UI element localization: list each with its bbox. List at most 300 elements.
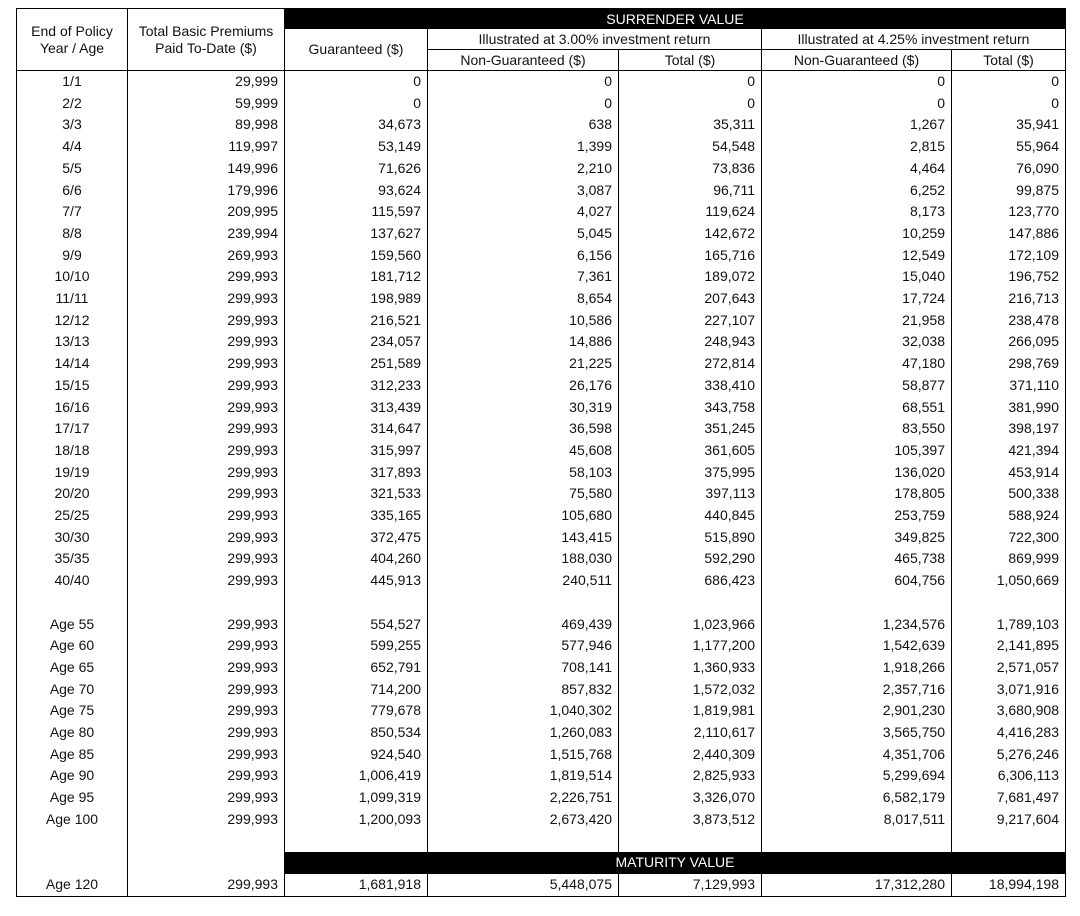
header-guaranteed: Guaranteed ($): [285, 29, 428, 71]
cell-guaranteed: 137,627: [285, 223, 428, 245]
cell-year-age: Age 75: [17, 700, 128, 722]
cell-total-3-percent: 7,129,993: [619, 874, 762, 896]
spacer-row: [17, 592, 1066, 614]
table-row: [17, 288, 1066, 310]
cell-total-4-25-percent: 1,050,669: [952, 570, 1066, 592]
cell-guaranteed: 714,200: [285, 679, 428, 701]
cell-non-guaranteed-3-percent: 21,225: [428, 353, 619, 375]
cell-year-age: Age 70: [17, 679, 128, 701]
cell-premiums-paid: 209,995: [128, 201, 285, 223]
cell-non-guaranteed-4-25-percent: 15,040: [762, 266, 952, 288]
cell-non-guaranteed-3-percent: 1,040,302: [428, 700, 619, 722]
cell-total-4-25-percent: 196,752: [952, 266, 1066, 288]
cell-total-4-25-percent: 7,681,497: [952, 787, 1066, 809]
cell-year-age: 35/35: [17, 548, 128, 570]
header-surrender-value: SURRENDER VALUE: [285, 9, 1066, 30]
cell-premiums-paid: 299,993: [128, 679, 285, 701]
cell-total-3-percent: 96,711: [619, 180, 762, 202]
cell-non-guaranteed-3-percent: 1,260,083: [428, 722, 619, 744]
cell-guaranteed: 315,997: [285, 440, 428, 462]
cell-premiums-paid: 119,997: [128, 136, 285, 158]
table-row: [17, 223, 1066, 245]
cell-total-4-25-percent: 0: [952, 71, 1066, 93]
cell-guaranteed: 93,624: [285, 180, 428, 202]
cell-guaranteed: 652,791: [285, 657, 428, 679]
cell-total-4-25-percent: 238,478: [952, 310, 1066, 332]
cell-premiums-paid: 89,998: [128, 114, 285, 136]
cell-year-age: Age 85: [17, 744, 128, 766]
cell-non-guaranteed-3-percent: 2,673,420: [428, 809, 619, 831]
cell-year-age: Age 95: [17, 787, 128, 809]
cell-total-4-25-percent: 869,999: [952, 548, 1066, 570]
cell-non-guaranteed-4-25-percent: 5,299,694: [762, 765, 952, 787]
cell-non-guaranteed-4-25-percent: 105,397: [762, 440, 952, 462]
gap-row-group: [17, 592, 1066, 614]
table-row: [17, 744, 1066, 766]
age-rows: [17, 614, 1066, 831]
cell-non-guaranteed-4-25-percent: 349,825: [762, 527, 952, 549]
cell-year-age: 15/15: [17, 375, 128, 397]
cell-total-4-25-percent: 500,338: [952, 483, 1066, 505]
cell-non-guaranteed-4-25-percent: 136,020: [762, 462, 952, 484]
cell-non-guaranteed-3-percent: 708,141: [428, 657, 619, 679]
cell-premiums-paid: 299,993: [128, 874, 285, 896]
cell-total-4-25-percent: 453,914: [952, 462, 1066, 484]
cell-non-guaranteed-4-25-percent: 17,312,280: [762, 874, 952, 896]
cell-premiums-paid: 299,993: [128, 787, 285, 809]
cell-non-guaranteed-3-percent: 75,580: [428, 483, 619, 505]
cell-guaranteed: 312,233: [285, 375, 428, 397]
cell-non-guaranteed-3-percent: 7,361: [428, 266, 619, 288]
benefit-illustration-table-container: [16, 8, 1065, 897]
cell-non-guaranteed-3-percent: 1,399: [428, 136, 619, 158]
cell-total-4-25-percent: 55,964: [952, 136, 1066, 158]
cell-premiums-paid: 299,993: [128, 657, 285, 679]
table-row: [17, 158, 1066, 180]
cell-premiums-paid: 299,993: [128, 418, 285, 440]
cell-premiums-paid: 269,993: [128, 245, 285, 267]
cell-premiums-paid: 59,999: [128, 93, 285, 115]
cell-total-4-25-percent: 398,197: [952, 418, 1066, 440]
cell-premiums-paid: 299,993: [128, 635, 285, 657]
cell-non-guaranteed-4-25-percent: 83,550: [762, 418, 952, 440]
cell-non-guaranteed-3-percent: 2,226,751: [428, 787, 619, 809]
cell-total-3-percent: 272,814: [619, 353, 762, 375]
cell-non-guaranteed-4-25-percent: 253,759: [762, 505, 952, 527]
cell-total-3-percent: 375,995: [619, 462, 762, 484]
cell-premiums-paid: 299,993: [128, 440, 285, 462]
cell-non-guaranteed-4-25-percent: 178,805: [762, 483, 952, 505]
header-maturity-value: MATURITY VALUE: [285, 852, 1066, 874]
cell-guaranteed: 34,673: [285, 114, 428, 136]
cell-guaranteed: 71,626: [285, 158, 428, 180]
cell-guaranteed: 53,149: [285, 136, 428, 158]
cell-total-4-25-percent: 76,090: [952, 158, 1066, 180]
cell-total-3-percent: 440,845: [619, 505, 762, 527]
cell-premiums-paid: 299,993: [128, 809, 285, 831]
cell-non-guaranteed-4-25-percent: 6,252: [762, 180, 952, 202]
cell-year-age: 40/40: [17, 570, 128, 592]
cell-total-3-percent: 2,110,617: [619, 722, 762, 744]
cell-premiums-paid: 299,993: [128, 462, 285, 484]
cell-year-age: 19/19: [17, 462, 128, 484]
cell-guaranteed: 404,260: [285, 548, 428, 570]
cell-non-guaranteed-4-25-percent: 68,551: [762, 397, 952, 419]
cell-non-guaranteed-4-25-percent: 21,958: [762, 310, 952, 332]
cell-non-guaranteed-4-25-percent: 8,173: [762, 201, 952, 223]
table-row: [17, 114, 1066, 136]
cell-guaranteed: 0: [285, 71, 428, 93]
cell-non-guaranteed-4-25-percent: 3,565,750: [762, 722, 952, 744]
maturity-value-header-row: [17, 852, 1066, 874]
cell-year-age: Age 80: [17, 722, 128, 744]
cell-non-guaranteed-3-percent: 4,027: [428, 201, 619, 223]
cell-total-3-percent: 0: [619, 93, 762, 115]
header-policy-year-age: End of Policy Year / Age: [17, 9, 128, 71]
cell-total-3-percent: 338,410: [619, 375, 762, 397]
cell-year-age: 2/2: [17, 93, 128, 115]
cell-total-4-25-percent: 3,071,916: [952, 679, 1066, 701]
cell-premiums-paid: 299,993: [128, 570, 285, 592]
table-row: [17, 201, 1066, 223]
cell-year-age: 30/30: [17, 527, 128, 549]
maturity-section: [17, 831, 1066, 897]
cell-total-4-25-percent: 2,141,895: [952, 635, 1066, 657]
cell-guaranteed: 372,475: [285, 527, 428, 549]
cell-year-age: 17/17: [17, 418, 128, 440]
cell-premiums-paid: 299,993: [128, 700, 285, 722]
table-row: [17, 93, 1066, 115]
cell-non-guaranteed-3-percent: 1,819,514: [428, 765, 619, 787]
cell-non-guaranteed-4-25-percent: 1,542,639: [762, 635, 952, 657]
cell-non-guaranteed-3-percent: 857,832: [428, 679, 619, 701]
cell-year-age: 11/11: [17, 288, 128, 310]
cell-premiums-paid: 299,993: [128, 331, 285, 353]
cell-guaranteed: 234,057: [285, 331, 428, 353]
cell-year-age: 5/5: [17, 158, 128, 180]
cell-guaranteed: 445,913: [285, 570, 428, 592]
cell-total-4-25-percent: 123,770: [952, 201, 1066, 223]
cell-total-4-25-percent: 147,886: [952, 223, 1066, 245]
cell-non-guaranteed-4-25-percent: 2,357,716: [762, 679, 952, 701]
cell-premiums-paid: 239,994: [128, 223, 285, 245]
cell-total-4-25-percent: 5,276,246: [952, 744, 1066, 766]
cell-guaranteed: 181,712: [285, 266, 428, 288]
cell-total-3-percent: 1,177,200: [619, 635, 762, 657]
cell-total-3-percent: 515,890: [619, 527, 762, 549]
table-row: [17, 483, 1066, 505]
cell-year-age: 16/16: [17, 397, 128, 419]
cell-total-4-25-percent: 6,306,113: [952, 765, 1066, 787]
cell-total-3-percent: 142,672: [619, 223, 762, 245]
cell-total-3-percent: 2,825,933: [619, 765, 762, 787]
cell-total-4-25-percent: 588,924: [952, 505, 1066, 527]
table-row: [17, 548, 1066, 570]
table-row: [17, 462, 1066, 484]
cell-year-age: 20/20: [17, 483, 128, 505]
cell-non-guaranteed-4-25-percent: 2,901,230: [762, 700, 952, 722]
cell-total-4-25-percent: 1,789,103: [952, 614, 1066, 636]
cell-total-3-percent: 397,113: [619, 483, 762, 505]
cell-total-3-percent: 165,716: [619, 245, 762, 267]
cell-total-4-25-percent: 421,394: [952, 440, 1066, 462]
cell-non-guaranteed-4-25-percent: 4,464: [762, 158, 952, 180]
table-row: [17, 440, 1066, 462]
cell-total-4-25-percent: 18,994,198: [952, 874, 1066, 896]
cell-guaranteed: 0: [285, 93, 428, 115]
cell-non-guaranteed-4-25-percent: 465,738: [762, 548, 952, 570]
cell-total-4-25-percent: 35,941: [952, 114, 1066, 136]
cell-year-age: 1/1: [17, 71, 128, 93]
cell-total-4-25-percent: 216,713: [952, 288, 1066, 310]
cell-non-guaranteed-3-percent: 577,946: [428, 635, 619, 657]
cell-non-guaranteed-4-25-percent: 1,267: [762, 114, 952, 136]
spacer-row: [17, 831, 1066, 853]
cell-total-3-percent: 3,873,512: [619, 809, 762, 831]
cell-non-guaranteed-3-percent: 0: [428, 71, 619, 93]
cell-guaranteed: 159,560: [285, 245, 428, 267]
cell-non-guaranteed-4-25-percent: 12,549: [762, 245, 952, 267]
cell-non-guaranteed-3-percent: 240,511: [428, 570, 619, 592]
cell-total-4-25-percent: 4,416,283: [952, 722, 1066, 744]
cell-year-age: Age 65: [17, 657, 128, 679]
cell-non-guaranteed-3-percent: 188,030: [428, 548, 619, 570]
cell-non-guaranteed-3-percent: 36,598: [428, 418, 619, 440]
cell-total-3-percent: 1,023,966: [619, 614, 762, 636]
cell-year-age: 8/8: [17, 223, 128, 245]
cell-total-4-25-percent: 381,990: [952, 397, 1066, 419]
cell-guaranteed: 317,893: [285, 462, 428, 484]
policy-year-rows: [17, 71, 1066, 592]
cell-total-4-25-percent: 99,875: [952, 180, 1066, 202]
cell-non-guaranteed-3-percent: 5,045: [428, 223, 619, 245]
cell-year-age: Age 60: [17, 635, 128, 657]
cell-guaranteed: 850,534: [285, 722, 428, 744]
cell-premiums-paid: 299,993: [128, 483, 285, 505]
cell-non-guaranteed-4-25-percent: 4,351,706: [762, 744, 952, 766]
table-row: [17, 657, 1066, 679]
cell-year-age: Age 120: [17, 874, 128, 896]
cell-non-guaranteed-3-percent: 8,654: [428, 288, 619, 310]
cell-year-age: 25/25: [17, 505, 128, 527]
cell-non-guaranteed-3-percent: 10,586: [428, 310, 619, 332]
cell-guaranteed: 599,255: [285, 635, 428, 657]
cell-total-3-percent: 189,072: [619, 266, 762, 288]
cell-year-age: 7/7: [17, 201, 128, 223]
cell-non-guaranteed-3-percent: 26,176: [428, 375, 619, 397]
table-row: [17, 180, 1066, 202]
cell-year-age: 14/14: [17, 353, 128, 375]
table-row: [17, 700, 1066, 722]
table-row: [17, 353, 1066, 375]
cell-year-age: 13/13: [17, 331, 128, 353]
cell-non-guaranteed-3-percent: 2,210: [428, 158, 619, 180]
cell-premiums-paid: 149,996: [128, 158, 285, 180]
table-row: [17, 809, 1066, 831]
cell-guaranteed: 1,681,918: [285, 874, 428, 896]
header-non-guaranteed-3-percent: Non-Guaranteed ($): [428, 50, 619, 71]
cell-non-guaranteed-3-percent: 58,103: [428, 462, 619, 484]
cell-premiums-paid: 299,993: [128, 614, 285, 636]
cell-non-guaranteed-4-25-percent: 604,756: [762, 570, 952, 592]
cell-premiums-paid: 299,993: [128, 266, 285, 288]
cell-total-3-percent: 3,326,070: [619, 787, 762, 809]
cell-year-age: 9/9: [17, 245, 128, 267]
cell-guaranteed: 1,200,093: [285, 809, 428, 831]
cell-non-guaranteed-4-25-percent: 8,017,511: [762, 809, 952, 831]
cell-guaranteed: 554,527: [285, 614, 428, 636]
cell-non-guaranteed-3-percent: 3,087: [428, 180, 619, 202]
cell-premiums-paid: 299,993: [128, 397, 285, 419]
cell-total-3-percent: 0: [619, 71, 762, 93]
table-row: [17, 765, 1066, 787]
cell-premiums-paid: 299,993: [128, 310, 285, 332]
cell-guaranteed: 1,099,319: [285, 787, 428, 809]
cell-non-guaranteed-4-25-percent: 58,877: [762, 375, 952, 397]
cell-total-3-percent: 343,758: [619, 397, 762, 419]
cell-guaranteed: 779,678: [285, 700, 428, 722]
cell-year-age: 6/6: [17, 180, 128, 202]
cell-premiums-paid: 29,999: [128, 71, 285, 93]
cell-non-guaranteed-3-percent: 6,156: [428, 245, 619, 267]
cell-year-age: 3/3: [17, 114, 128, 136]
cell-year-age: 18/18: [17, 440, 128, 462]
cell-premiums-paid: 179,996: [128, 180, 285, 202]
cell-total-4-25-percent: 172,109: [952, 245, 1066, 267]
header-illustrated-4-25-percent: Illustrated at 4.25% investment return: [762, 29, 1066, 50]
cell-total-4-25-percent: 9,217,604: [952, 809, 1066, 831]
cell-year-age: Age 90: [17, 765, 128, 787]
cell-premiums-paid: 299,993: [128, 765, 285, 787]
cell-year-age: Age 55: [17, 614, 128, 636]
cell-total-3-percent: 1,360,933: [619, 657, 762, 679]
cell-non-guaranteed-3-percent: 105,680: [428, 505, 619, 527]
cell-non-guaranteed-4-25-percent: 2,815: [762, 136, 952, 158]
cell-non-guaranteed-4-25-percent: 10,259: [762, 223, 952, 245]
cell-non-guaranteed-3-percent: 30,319: [428, 397, 619, 419]
cell-guaranteed: 321,533: [285, 483, 428, 505]
cell-total-4-25-percent: 722,300: [952, 527, 1066, 549]
cell-guaranteed: 1,006,419: [285, 765, 428, 787]
header-total-3-percent: Total ($): [619, 50, 762, 71]
cell-premiums-paid: 299,993: [128, 353, 285, 375]
table-row: [17, 679, 1066, 701]
table-row: [17, 635, 1066, 657]
table-row: [17, 266, 1066, 288]
cell-total-3-percent: 592,290: [619, 548, 762, 570]
cell-total-3-percent: 207,643: [619, 288, 762, 310]
table-row: [17, 136, 1066, 158]
cell-total-4-25-percent: 0: [952, 93, 1066, 115]
table-row: [17, 331, 1066, 353]
cell-non-guaranteed-4-25-percent: 32,038: [762, 331, 952, 353]
cell-year-age: Age 100: [17, 809, 128, 831]
cell-premiums-paid: 299,993: [128, 744, 285, 766]
cell-non-guaranteed-3-percent: 469,439: [428, 614, 619, 636]
cell-total-3-percent: 248,943: [619, 331, 762, 353]
table-row: [17, 71, 1066, 93]
cell-non-guaranteed-3-percent: 0: [428, 93, 619, 115]
table-row: [17, 418, 1066, 440]
cell-non-guaranteed-4-25-percent: 6,582,179: [762, 787, 952, 809]
cell-total-4-25-percent: 298,769: [952, 353, 1066, 375]
cell-non-guaranteed-4-25-percent: 47,180: [762, 353, 952, 375]
cell-total-3-percent: 227,107: [619, 310, 762, 332]
cell-year-age: 4/4: [17, 136, 128, 158]
cell-year-age: 12/12: [17, 310, 128, 332]
cell-year-age: 10/10: [17, 266, 128, 288]
header-total-premiums: Total Basic Premiums Paid To-Date ($): [128, 9, 285, 71]
table-row: [17, 722, 1066, 744]
cell-non-guaranteed-3-percent: 638: [428, 114, 619, 136]
cell-non-guaranteed-3-percent: 5,448,075: [428, 874, 619, 896]
cell-guaranteed: 198,989: [285, 288, 428, 310]
cell-non-guaranteed-3-percent: 143,415: [428, 527, 619, 549]
cell-total-3-percent: 119,624: [619, 201, 762, 223]
cell-total-3-percent: 54,548: [619, 136, 762, 158]
cell-guaranteed: 216,521: [285, 310, 428, 332]
cell-non-guaranteed-3-percent: 45,608: [428, 440, 619, 462]
table-row: [17, 397, 1066, 419]
cell-non-guaranteed-4-25-percent: 0: [762, 93, 952, 115]
cell-total-3-percent: 1,572,032: [619, 679, 762, 701]
cell-total-3-percent: 73,836: [619, 158, 762, 180]
cell-non-guaranteed-4-25-percent: 1,918,266: [762, 657, 952, 679]
benefit-illustration-table: [16, 8, 1066, 897]
cell-guaranteed: 313,439: [285, 397, 428, 419]
table-row: [17, 787, 1066, 809]
cell-total-4-25-percent: 266,095: [952, 331, 1066, 353]
cell-premiums-paid: 299,993: [128, 288, 285, 310]
table-row: [17, 505, 1066, 527]
table-row: [17, 245, 1066, 267]
header-non-guaranteed-4-25-percent: Non-Guaranteed ($): [762, 50, 952, 71]
table-row: [17, 614, 1066, 636]
header-illustrated-3-percent: Illustrated at 3.00% investment return: [428, 29, 762, 50]
cell-guaranteed: 115,597: [285, 201, 428, 223]
cell-non-guaranteed-4-25-percent: 0: [762, 71, 952, 93]
cell-non-guaranteed-4-25-percent: 17,724: [762, 288, 952, 310]
table-row: [17, 375, 1066, 397]
maturity-row: [17, 874, 1066, 896]
table-row: [17, 570, 1066, 592]
cell-guaranteed: 251,589: [285, 353, 428, 375]
cell-total-4-25-percent: 371,110: [952, 375, 1066, 397]
cell-total-3-percent: 686,423: [619, 570, 762, 592]
cell-premiums-paid: 299,993: [128, 375, 285, 397]
cell-total-3-percent: 361,605: [619, 440, 762, 462]
cell-non-guaranteed-4-25-percent: 1,234,576: [762, 614, 952, 636]
table-row: [17, 310, 1066, 332]
table-row: [17, 527, 1066, 549]
cell-premiums-paid: 299,993: [128, 722, 285, 744]
header-total-4-25-percent: Total ($): [952, 50, 1066, 71]
cell-guaranteed: 924,540: [285, 744, 428, 766]
cell-total-3-percent: 35,311: [619, 114, 762, 136]
cell-premiums-paid: 299,993: [128, 527, 285, 549]
cell-guaranteed: 335,165: [285, 505, 428, 527]
cell-total-4-25-percent: 2,571,057: [952, 657, 1066, 679]
cell-guaranteed: 314,647: [285, 418, 428, 440]
cell-total-3-percent: 351,245: [619, 418, 762, 440]
cell-total-3-percent: 2,440,309: [619, 744, 762, 766]
cell-non-guaranteed-3-percent: 1,515,768: [428, 744, 619, 766]
cell-total-4-25-percent: 3,680,908: [952, 700, 1066, 722]
cell-total-3-percent: 1,819,981: [619, 700, 762, 722]
cell-premiums-paid: 299,993: [128, 548, 285, 570]
cell-non-guaranteed-3-percent: 14,886: [428, 331, 619, 353]
cell-premiums-paid: 299,993: [128, 505, 285, 527]
